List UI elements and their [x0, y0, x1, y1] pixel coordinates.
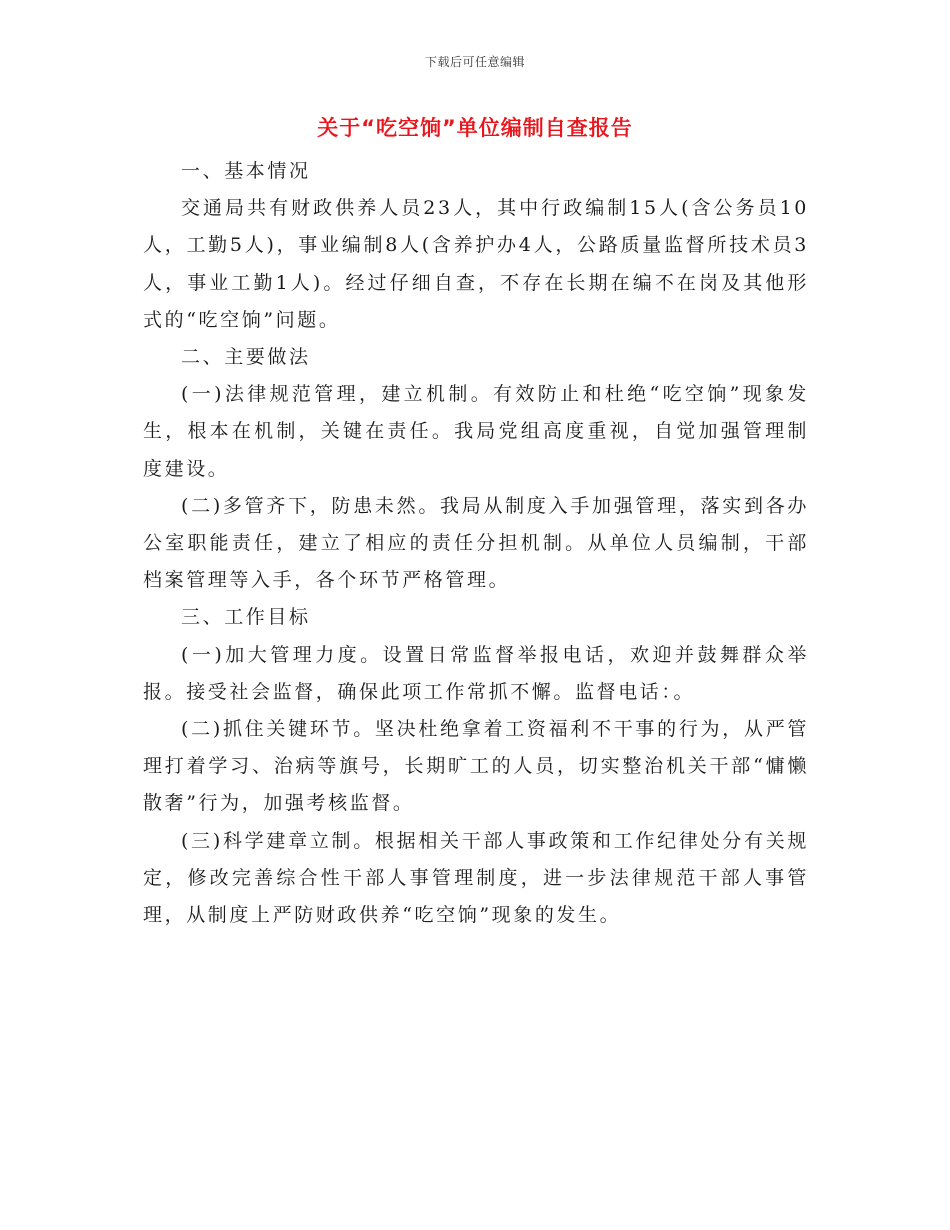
paragraph: 交通局共有财政供养人员23人，其中行政编制15人(含公务员10人，工勤5人)，事业编制8人(含养护办4人，公路质量监督所技术员3人，事业工勤1人)。经过仔细自查，不存在长期在编不在岗及其他形式的“吃空饷”问题。 — [143, 197, 809, 331]
paragraph: (二)多管齐下，防患未然。我局从制度入手加强管理，落实到各办公室职能责任，建立了相应的责任分担机制。从单位人员编制，干部档案管理等入手，各个环节严格管理。 — [143, 494, 809, 592]
paragraph: (一)法律规范管理，建立机制。有效防止和杜绝“吃空饷”现象发生，根本在机制，关键在责任。我局党组高度重视，自觉加强管理制度建设。 — [143, 383, 809, 480]
document-body — [143, 153, 809, 934]
paragraph: (一)加大管理力度。设置日常监督举报电话，欢迎并鼓舞群众举报。接受社会监督，确保此项工作常抓不懈。监督电话：。 — [143, 643, 809, 703]
paragraph: (三)科学建章立制。根据相关干部人事政策和工作纪律处分有关规定，修改完善综合性干部人事管理制度，进一步法律规范干部人事管理，从制度上严防财政供养“吃空饷”现象的发生。 — [143, 829, 809, 927]
section-heading-basic: 一、基本情况 — [181, 160, 311, 182]
section-heading-goals: 三、工作目标 — [181, 606, 311, 629]
header-note: 下载后可任意编辑 — [424, 55, 525, 69]
section-heading-practices: 二、主要做法 — [181, 346, 311, 369]
document-title: 关于“吃空饷”单位编制自查报告 — [317, 116, 633, 140]
paragraph: (二)抓住关键环节。坚决杜绝拿着工资福利不干事的行为，从严管理打着学习、治病等旗号，长期旷工的人员，切实整治机关干部“慵懒散奢”行为，加强考核监督。 — [143, 718, 809, 815]
